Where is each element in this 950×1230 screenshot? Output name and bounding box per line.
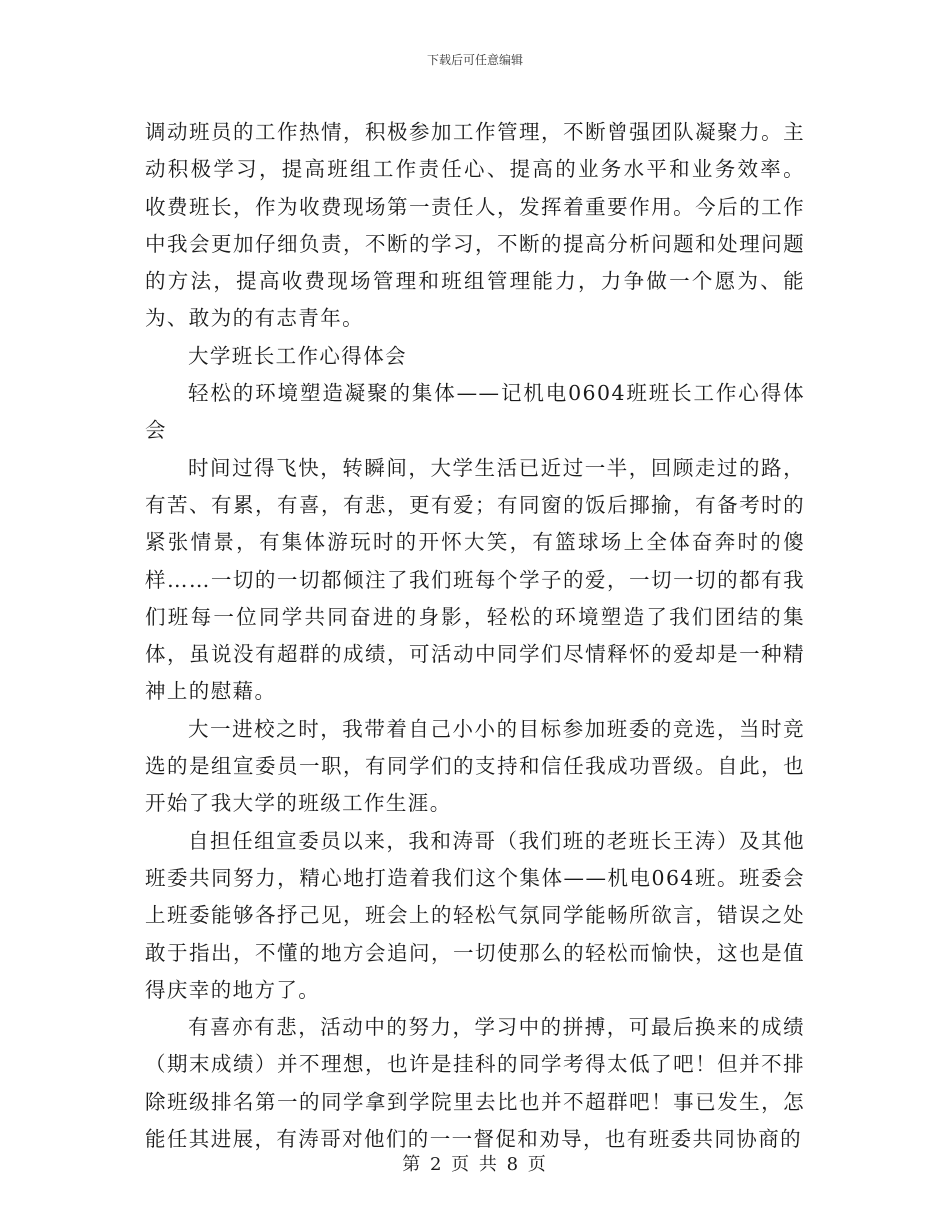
page-number-footer: 第 2 页 共 8 页: [402, 1154, 548, 1175]
document-body: [145, 114, 805, 1158]
section-title: 大学班长工作心得体会: [188, 343, 407, 368]
paragraph: 自担任组宣委员以来，我和涛哥（我们班的老班长王涛）及其他班委共同努力，精心地打造着我们这个集体——机电064班。班委会上班委能够各抒己见，班会上的轻松气氛同学能畅所欲言，错误之处敢于指出，不懂的地方会追问，一切使那么的轻松而愉快，这也是值得庆幸的地方了。: [145, 828, 805, 1002]
paragraph: 大一进校之时，我带着自己小小的目标参加班委的竞选，当时竞选的是组宣委员一职，有同学们的支持和信任我成功晋级。自此，也开始了我大学的班级工作生涯。: [145, 716, 805, 816]
paragraph: 有喜亦有悲，活动中的努力，学习中的拼搏，可最后换来的成绩（期末成绩）并不理想，也许是挂科的同学考得太低了吧！但并不排除班级排名第一的同学拿到学院里去比也并不超群吧！事已发生，怎能任其进展，有涛哥对他们的一一督促和劝导，也有班委共同协商的: [145, 1015, 805, 1152]
article-subtitle: 轻松的环境塑造凝聚的集体——记机电0604班班长工作心得体会: [145, 381, 805, 443]
page-header: 下载后可任意编辑: [426, 53, 523, 67]
paragraph: 时间过得飞快，转瞬间，大学生活已近过一半，回顾走过的路，有苦、有累，有喜，有悲，更有爱；有同窗的饭后揶揄，有备考时的紧张情景，有集体游玩时的开怀大笑，有篮球场上全体奋奔时的傻样……一切的一切都倾注了我们班每个学子的爱，一切一切的都有我们班每一位同学共同奋进的身影，轻松的环境塑造了我们团结的集体，虽说没有超群的成绩，可活动中同学们尽情释怀的爱却是一种精神上的慰藉。: [145, 455, 805, 704]
paragraph-continuation: 调动班员的工作热情，积极参加工作管理，不断曾强团队凝聚力。主动积极学习，提高班组工作责任心、提高的业务水平和业务效率。 收费班长，作为收费现场第一责任人，发挥着重要作用。今后的工作中我会更加仔细负责，不断的学习，不断的提高分析问题和处理问题的方法，提高收费现场管理和班组管理能力，力争做一个愿为、能为、敢为的有志青年。: [145, 120, 805, 331]
